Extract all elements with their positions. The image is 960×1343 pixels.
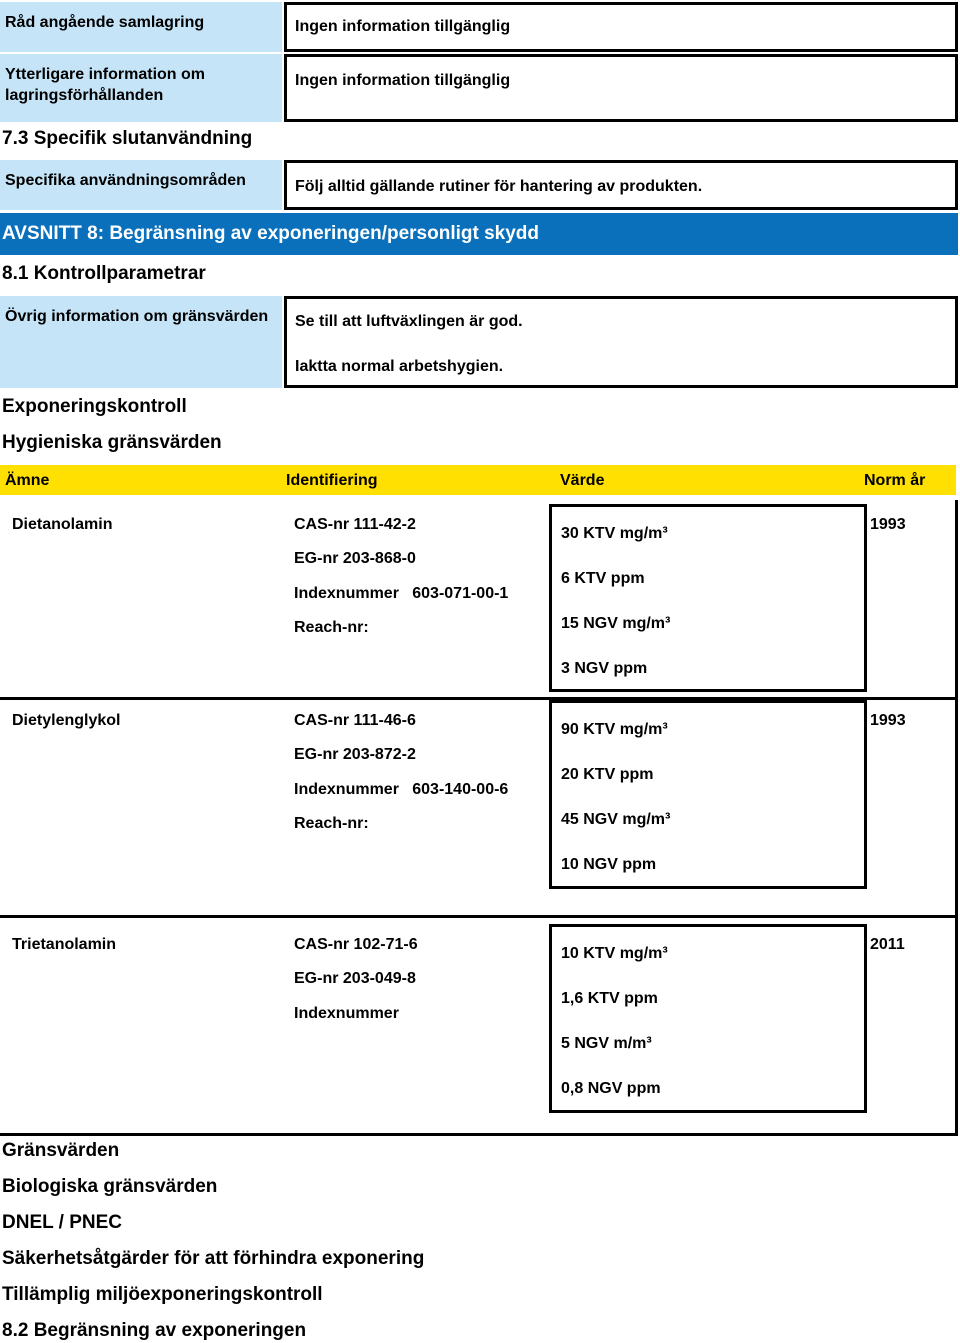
row2-name: Dietylenglykol <box>12 712 121 729</box>
header-identification: Identifiering <box>286 472 378 489</box>
row1-values-box <box>549 504 867 692</box>
row2-values-box <box>549 700 867 889</box>
row2-year: 1993 <box>870 712 906 729</box>
other-info-line1: Se till att luftväxlingen är god. <box>295 313 523 330</box>
row1-cas: CAS-nr 111-42-2 <box>294 516 416 533</box>
value-specific-use: Följ alltid gällande rutiner för hantering av produkten. <box>284 160 958 210</box>
header-value: Värde <box>560 472 605 489</box>
heading-exposure: Exponeringskontroll <box>2 396 187 417</box>
label-other-info: Övrig information om gränsvärden <box>0 296 282 388</box>
value-storage-more: Ingen information tillgänglig <box>284 54 958 122</box>
row3-value-4: 0,8 NGV ppm <box>561 1080 661 1097</box>
row3-year: 2011 <box>870 936 905 953</box>
heading-dnel: DNEL / PNEC <box>2 1212 123 1233</box>
header-substance: Ämne <box>5 472 50 489</box>
row2-value-3: 45 NGV mg/m³ <box>561 811 671 828</box>
row1-value-4: 3 NGV ppm <box>561 660 648 677</box>
heading-8-2: 8.2 Begränsning av exponeringen <box>2 1320 307 1341</box>
row3-values-box <box>549 924 867 1113</box>
row1-value-2: 6 KTV ppm <box>561 570 645 587</box>
row1-value-3: 15 NGV mg/m³ <box>561 615 671 632</box>
row2-eg: EG-nr 203-872-2 <box>294 746 416 763</box>
row2-cas: CAS-nr 111-46-6 <box>294 712 416 729</box>
row2-value-1: 90 KTV mg/m³ <box>561 721 668 738</box>
label-storage-advice: Råd angående samlagring <box>0 2 282 52</box>
other-info-line2: Iaktta normal arbetshygien. <box>295 358 504 375</box>
header-norm-year: Norm år <box>864 472 926 489</box>
heading-7-3: 7.3 Specifik slutanvändning <box>2 128 253 149</box>
row1-eg: EG-nr 203-868-0 <box>294 550 416 567</box>
label-storage-more: Ytterligare information om lagringsförhållanden <box>0 54 282 122</box>
heading-measures: Säkerhetsåtgärder för att förhindra exponering <box>2 1248 425 1269</box>
heading-8-1: 8.1 Kontrollparametrar <box>2 263 206 284</box>
row3-value-3: 5 NGV m/m³ <box>561 1035 652 1052</box>
section-8-title: AVSNITT 8: Begränsning av exponeringen/personligt skydd <box>0 213 958 255</box>
row1-reach: Reach-nr: <box>294 619 369 636</box>
label-specific-use: Specifika användningsområden <box>0 160 282 210</box>
row2-index: Indexnummer 603-140-00-6 <box>294 781 509 798</box>
row3-name: Trietanolamin <box>12 936 117 953</box>
row3-value-1: 10 KTV mg/m³ <box>561 945 668 962</box>
heading-biological: Biologiska gränsvärden <box>2 1176 218 1197</box>
heading-hygiene: Hygieniska gränsvärden <box>2 432 222 453</box>
value-storage-advice: Ingen information tillgänglig <box>284 2 958 52</box>
row1-index: Indexnummer 603-071-00-1 <box>294 585 509 602</box>
row1-value-1: 30 KTV mg/m³ <box>561 525 668 542</box>
row1-year: 1993 <box>870 516 906 533</box>
row3-value-2: 1,6 KTV ppm <box>561 990 658 1007</box>
row3-index: Indexnummer <box>294 1005 399 1022</box>
heading-limits: Gränsvärden <box>2 1140 120 1161</box>
table-header <box>0 465 956 495</box>
row1-name: Dietanolamin <box>12 516 113 533</box>
row2-reach: Reach-nr: <box>294 815 369 832</box>
row3-eg: EG-nr 203-049-8 <box>294 970 416 987</box>
row2-value-4: 10 NGV ppm <box>561 856 657 873</box>
heading-environment: Tillämplig miljöexponeringskontroll <box>2 1284 323 1305</box>
row3-cas: CAS-nr 102-71-6 <box>294 936 418 953</box>
value-other-info <box>284 296 958 388</box>
row2-value-2: 20 KTV ppm <box>561 766 654 783</box>
